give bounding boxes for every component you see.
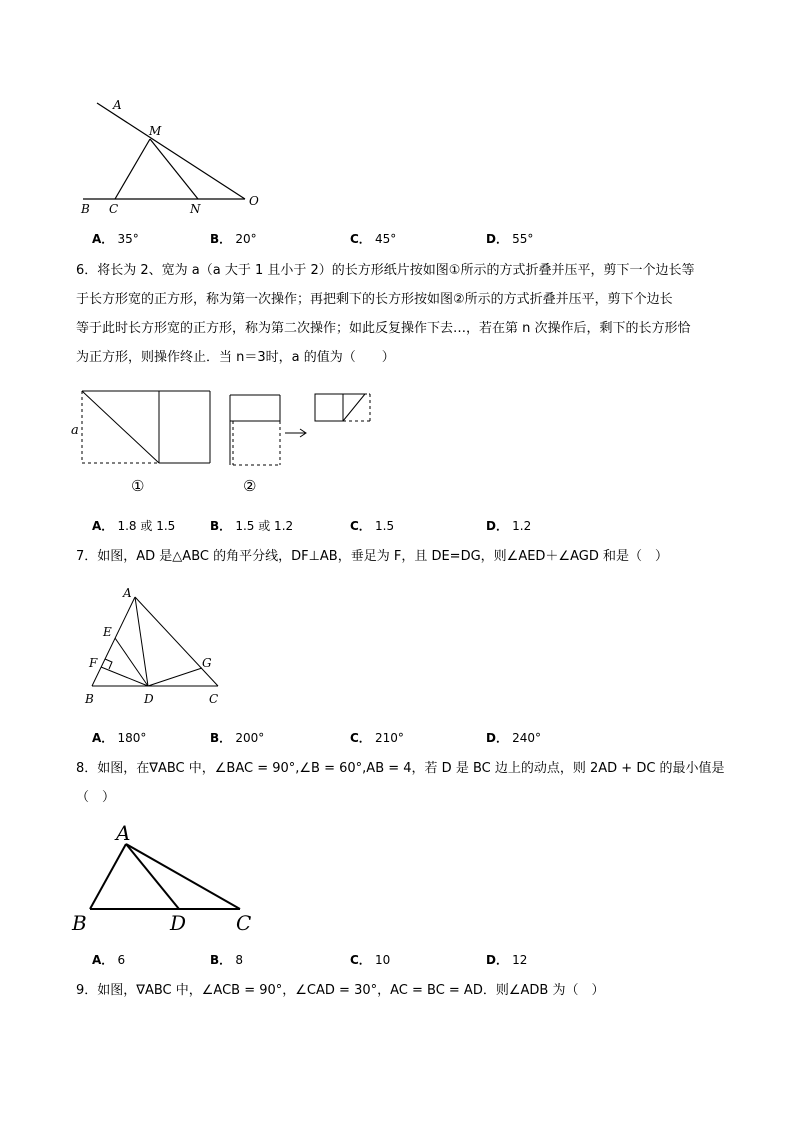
q6-option-c[interactable]: C． 1.5 xyxy=(350,519,395,533)
q5-label-n: N xyxy=(190,202,201,216)
q7-option-a[interactable]: A． 180° xyxy=(92,731,147,745)
q8-figure xyxy=(68,820,268,940)
q8-option-b[interactable]: B． 8 xyxy=(210,953,243,967)
q8-label-c: C xyxy=(236,911,252,935)
q7-label-e: E xyxy=(103,625,112,639)
q6-stem-line-3: 等于此时长方形宽的正方形，称为第二次操作；如此反复操作下去…，若在第 n 次操作后，剩下的长方形恰 xyxy=(76,321,691,336)
q5-label-a: A xyxy=(113,98,122,112)
q7-option-c[interactable]: C． 210° xyxy=(350,731,404,745)
q6-option-d[interactable]: D． 1.2 xyxy=(486,519,532,533)
q7-figure xyxy=(80,582,230,712)
q8-label-d: D xyxy=(170,911,187,935)
q9-stem: 9．如图，∇ABC 中，∠ACB = 90°，∠CAD = 30°，AC = BC = AD．则∠ADB 为（ ） xyxy=(76,983,605,998)
q5-line-mc xyxy=(115,139,150,199)
q7-label-f: F xyxy=(89,656,98,670)
q6-option-b[interactable]: B． 1.5 或 1.2 xyxy=(210,519,294,533)
q6-caption-1: ① xyxy=(131,477,145,495)
q5-line-ao xyxy=(97,103,245,199)
q7-label-d: D xyxy=(144,692,154,706)
q7-option-b[interactable]: B． 200° xyxy=(210,731,265,745)
q8-stem-line-2: （ ） xyxy=(76,790,116,805)
q8-option-c[interactable]: C． 10 xyxy=(350,953,391,967)
q6-option-a[interactable]: A． 1.8 或 1.5 xyxy=(92,519,176,533)
q8-label-a: A xyxy=(116,821,131,845)
q5-option-d[interactable]: D． 55° xyxy=(486,232,534,246)
q8-label-b: B xyxy=(72,911,87,935)
q5-line-mn xyxy=(150,139,198,199)
q5-option-b[interactable]: B． 20° xyxy=(210,232,257,246)
q5-label-o: O xyxy=(249,194,259,208)
q6-stem-line-4: 为正方形，则操作终止．当 n＝3时，a 的值为（ ） xyxy=(76,350,395,365)
q5-label-m: M xyxy=(149,124,162,138)
q7-label-c: C xyxy=(209,692,219,706)
q5-figure xyxy=(75,95,275,220)
q7-right-angle-mark xyxy=(105,659,112,669)
q6-stem-line-2: 于长方形宽的正方形，称为第一次操作；再把剩下的长方形按如图②所示的方式折叠并压平，剪下个边长 xyxy=(76,292,673,307)
q8-stem-line-1: 8．如图，在∇ABC 中，∠BAC = 90°,∠B = 60°,AB = 4，若 D 是 BC 边上的动点，则 2AD + DC 的最小值是 xyxy=(76,761,725,776)
q6-stem-line-1: 6．将长为 2、宽为 a（a 大于 1 且小于 2）的长方形纸片按如图①所示的方式折叠并压平，剪下一个边长等 xyxy=(76,263,695,278)
q7-label-g: G xyxy=(202,656,212,670)
q7-label-a: A xyxy=(123,586,132,600)
q8-option-d[interactable]: D． 12 xyxy=(486,953,528,967)
q5-option-a[interactable]: A． 35° xyxy=(92,232,139,246)
q8-option-a[interactable]: A． 6 xyxy=(92,953,126,967)
q7-label-b: B xyxy=(85,692,94,706)
q5-option-c[interactable]: C． 45° xyxy=(350,232,397,246)
q7-option-d[interactable]: D． 240° xyxy=(486,731,542,745)
q5-label-c: C xyxy=(109,202,119,216)
q7-stem: 7．如图，AD 是△ABC 的角平分线，DF⊥AB，垂足为 F，且 DE=DG，则∠AED＋∠AGD 和是（ ） xyxy=(76,549,668,564)
q6-label-a: a xyxy=(71,423,79,438)
q6-figure-3 xyxy=(315,394,370,421)
q6-figure xyxy=(65,385,385,500)
q6-caption-2: ② xyxy=(243,477,257,495)
q6-arrow-icon xyxy=(285,429,306,437)
q5-label-b: B xyxy=(81,202,90,216)
q6-figure-1 xyxy=(71,391,210,495)
q6-figure-2 xyxy=(230,395,280,495)
